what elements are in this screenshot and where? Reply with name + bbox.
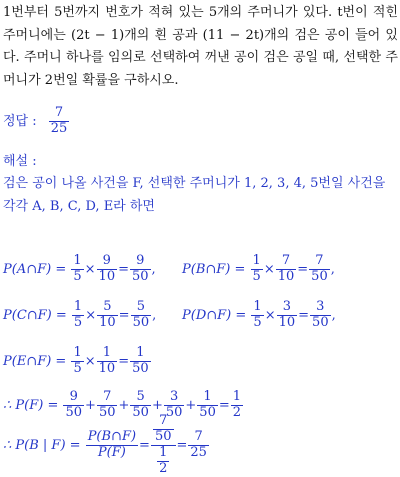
fraction: $\frac{1}{5}$ xyxy=(253,299,262,330)
conditional-fraction: $\frac{P(B\cap F)}{P(F)}$ xyxy=(87,428,137,460)
fraction: $\frac{1}{10}$ xyxy=(98,345,116,376)
eq-e-row: P(E∩F) = $\frac{1}{5}$ × $\frac{1}{10}$ = $\frac{1}{50}$ xyxy=(3,345,149,376)
fraction: $\frac{7}{50}$ xyxy=(98,389,116,420)
fraction: $\frac{9}{50}$ xyxy=(132,253,149,284)
fraction: $\frac{9}{10}$ xyxy=(98,253,116,284)
final-row: ∴ P(B | F) = $\frac{P(B\cap F)}{P(F)}$ = $\frac{\frac{7}{50}}{\frac{1}{2}}$ = $\frac{7}{25}$ xyxy=(3,413,207,476)
eq-d-row: P(D∩F) = $\frac{1}{5}$ × $\frac{3}{10}$ = $\frac{3}{50}$ , xyxy=(182,299,336,330)
fraction: $\frac{5}{50}$ xyxy=(132,389,149,420)
fraction: $\frac{7}{10}$ xyxy=(277,253,295,284)
fraction: $\frac{3}{50}$ xyxy=(312,299,329,330)
solution-label: 해설 : xyxy=(3,154,37,169)
fraction: $\frac{5}{50}$ xyxy=(132,299,150,330)
fraction: $\frac{1}{2}$ xyxy=(232,389,242,420)
solution-intro: 검은 공이 나올 사건을 F, 선택한 주머니가 1, 2, 3, 4, 5번일 사건을 각각 A, B, C, D, E라 하면 xyxy=(3,176,386,214)
fraction: $\frac{1}{50}$ xyxy=(199,389,216,420)
problem-text: 1번부터 5번까지 번호가 적혀 있는 5개의 주머니가 있다. t번이 적힌 주머니에는 (2t − 1)개의 흰 공과 (11 − 2t)개의 검은 공이 들어 있다. 주머니 하나를 임의로 선택하여 꺼낸 공이 검은 공일 때, 선택한 주머니가 2번일 확률을 구하시오. xyxy=(3,5,398,88)
answer-label: 정답 : xyxy=(3,113,37,129)
fraction: $\frac{1}{5}$ xyxy=(73,299,83,330)
fraction: $\frac{1}{5}$ xyxy=(73,253,82,284)
fraction: $\frac{1}{5}$ xyxy=(73,345,82,376)
eq-c-row: P(C∩F) = $\frac{1}{5}$ × $\frac{5}{10}$ = $\frac{5}{50}$ , xyxy=(3,299,157,330)
complex-fraction: $\frac{\frac{7}{50}}{\frac{1}{2}}$ xyxy=(151,414,176,477)
fraction: $\frac{3}{10}$ xyxy=(278,299,296,330)
eq-a-row: P(A∩F) = $\frac{1}{5}$ × $\frac{9}{10}$ = $\frac{9}{50}$ , xyxy=(3,253,156,284)
pf-row: ∴ P(F) = $\frac{9}{50}$ + $\frac{7}{50}$ + $\frac{5}{50}$ + $\frac{3}{50}$ + $\frac{1}{50}$ = $\frac{1}{2}$ xyxy=(3,389,242,420)
fraction: $\frac{1}{50}$ xyxy=(132,345,149,376)
fraction: $\frac{9}{50}$ xyxy=(65,389,83,420)
answer-fraction: $\frac{7}{25}$ xyxy=(50,105,68,136)
eq-b-row: P(B∩F) = $\frac{1}{5}$ × $\frac{7}{10}$ = $\frac{7}{50}$ , xyxy=(182,253,335,284)
answer-row xyxy=(3,106,70,137)
fraction: $\frac{7}{50}$ xyxy=(311,253,328,284)
fraction: $\frac{7}{25}$ xyxy=(190,428,207,460)
fraction: $\frac{1}{5}$ xyxy=(252,253,261,284)
fraction: $\frac{3}{50}$ xyxy=(165,389,183,420)
fraction: $\frac{5}{10}$ xyxy=(99,299,116,330)
